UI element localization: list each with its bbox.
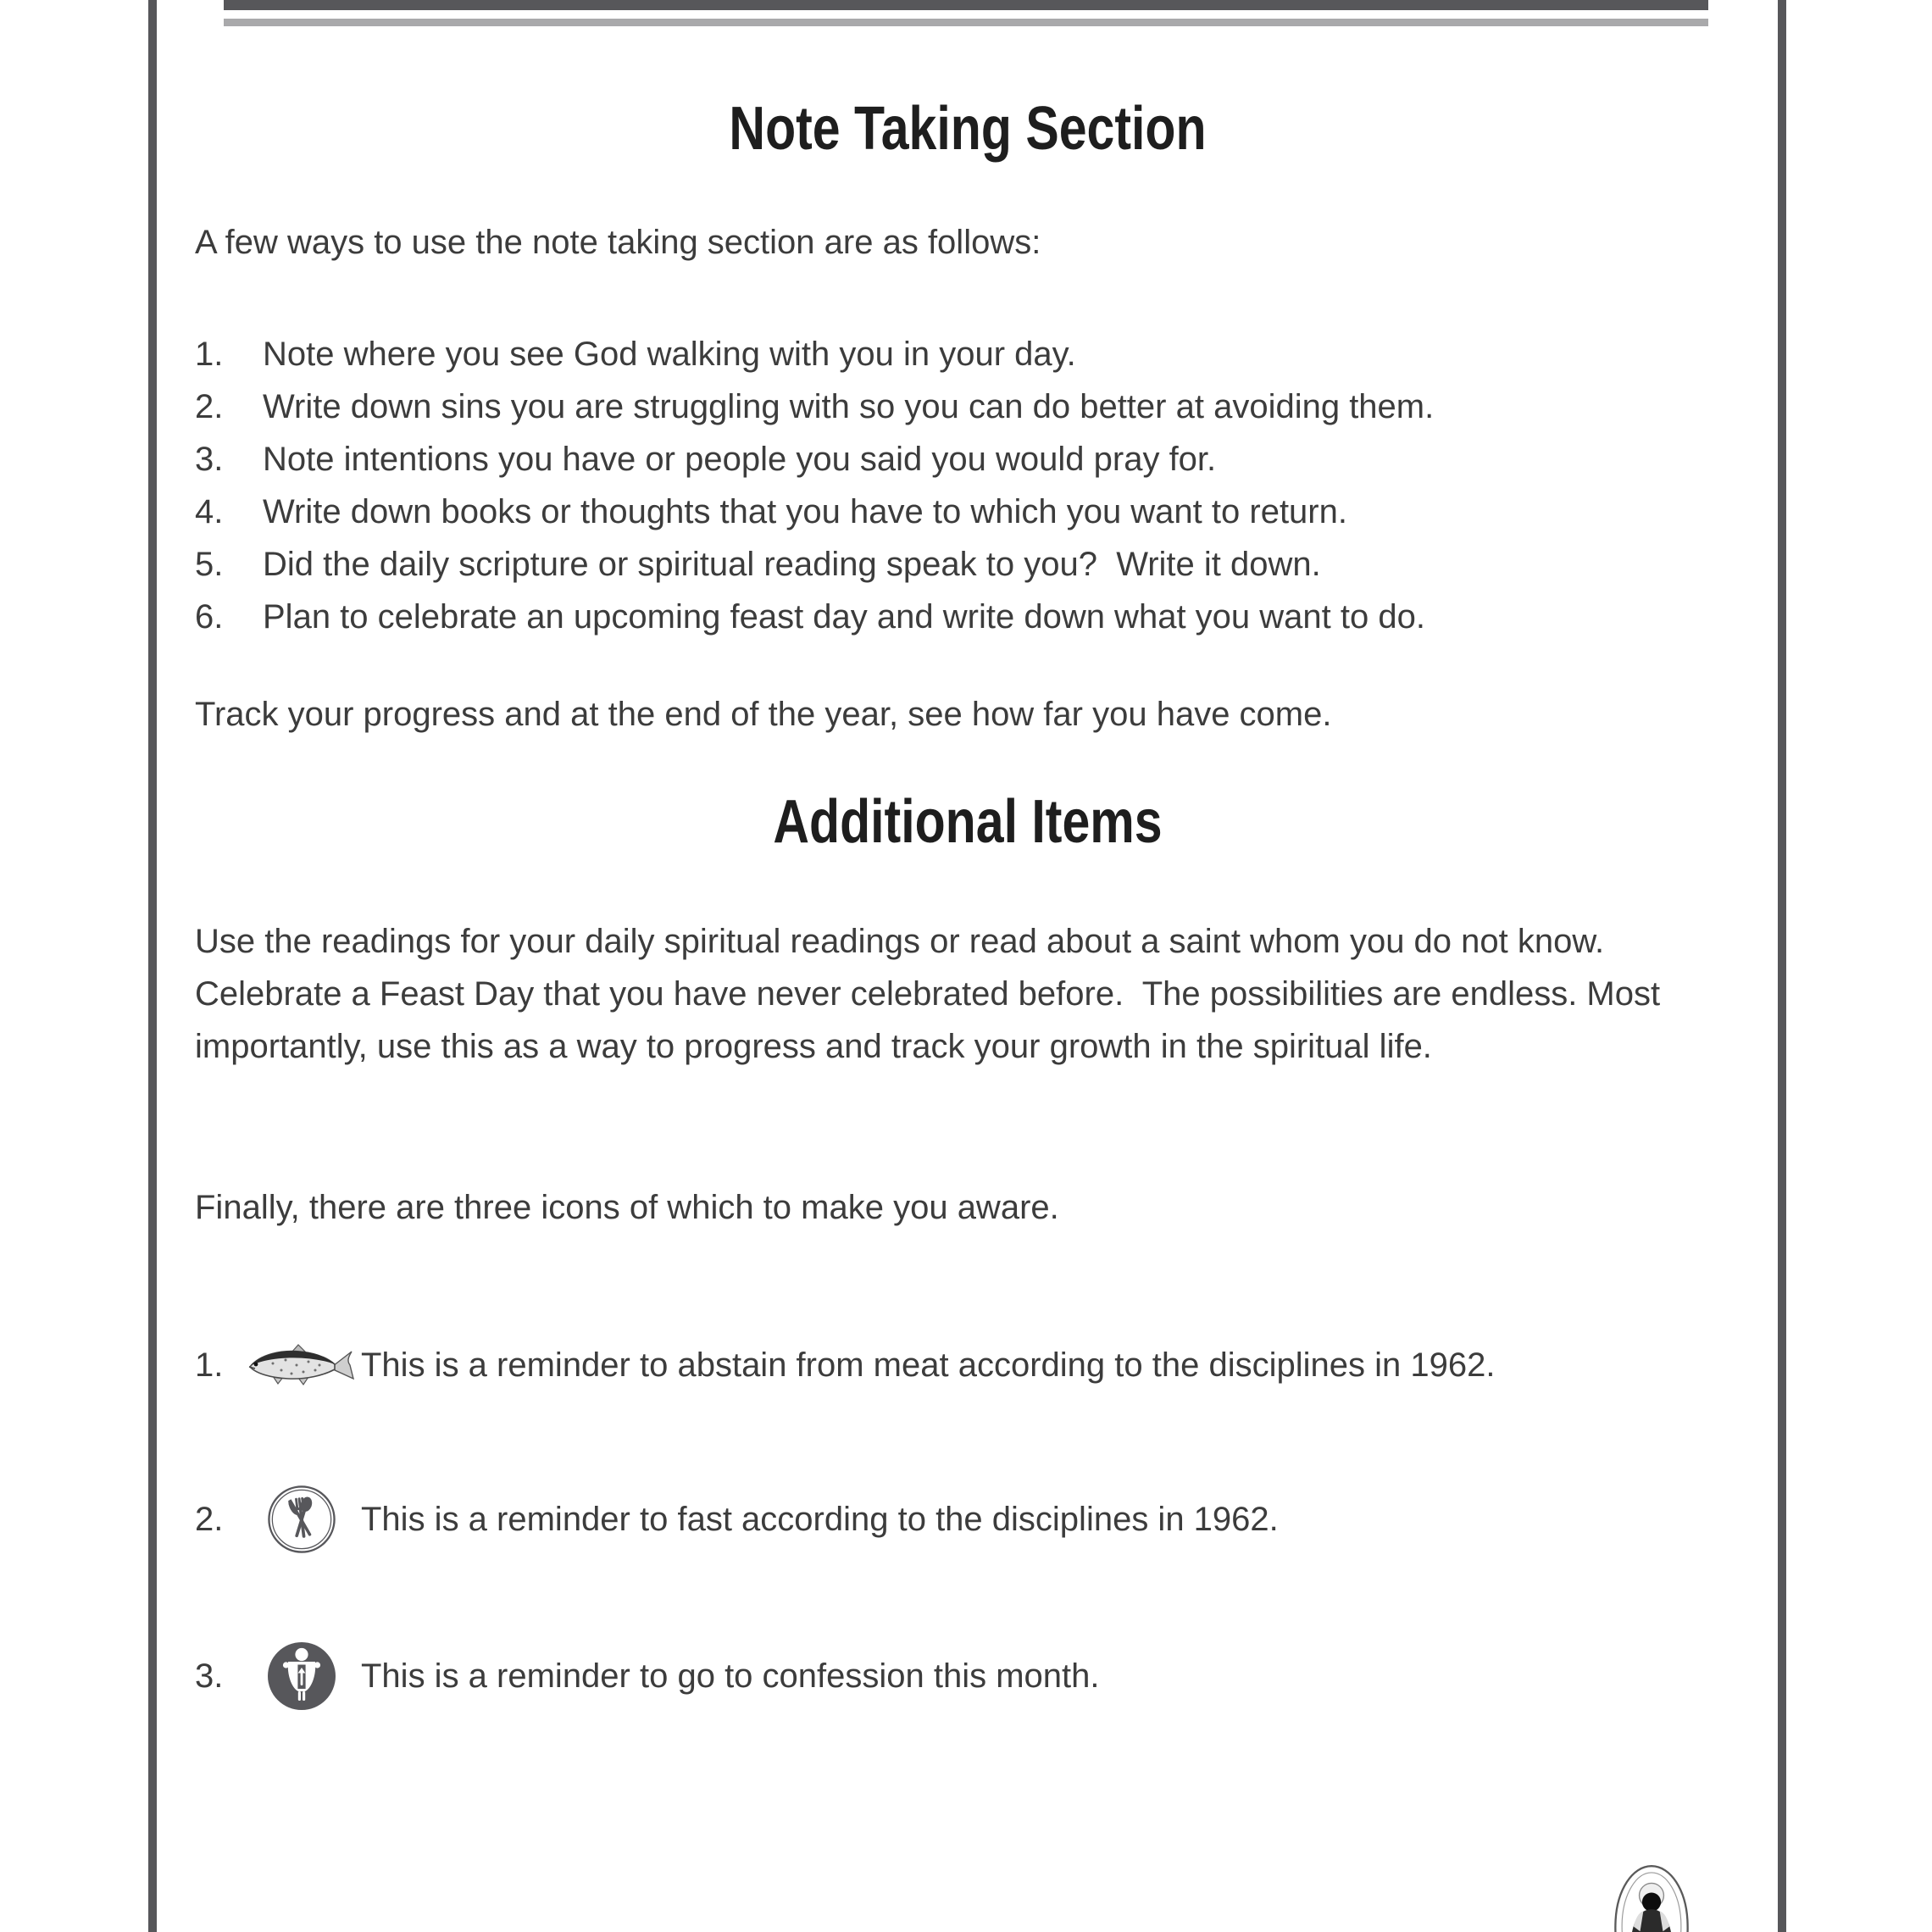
reminder-number: 1. [195, 1346, 224, 1384]
fish-icon [242, 1344, 361, 1386]
list-item [195, 380, 1775, 433]
confession-icon [242, 1641, 361, 1712]
list-item-number: 1. [195, 336, 224, 373]
list-item-text: Plan to celebrate an upcoming feast day and write down what you want to do. [263, 598, 1425, 636]
list-item [195, 591, 1775, 643]
publisher-logo [1607, 1863, 1696, 1932]
list-item-number: 3. [195, 441, 224, 478]
list-item-number: 4. [195, 493, 224, 530]
list-item [195, 433, 1775, 486]
list-item-text: Did the daily scripture or spiritual reading speak to you? Write it down. [263, 546, 1321, 583]
icons-intro-paragraph: Finally, there are three icons of which to make you aware. [195, 1189, 1059, 1226]
intro-paragraph: A few ways to use the note taking section are as follows: [195, 224, 1041, 261]
additional-items-heading: Additional Items [773, 788, 1163, 856]
right-border-line [1778, 0, 1786, 1932]
list-item [195, 328, 1775, 380]
reminder-number: 2. [195, 1500, 224, 1538]
fasting-plate-icon [242, 1485, 361, 1554]
list-item-number: 5. [195, 546, 224, 583]
reminder-number: 3. [195, 1657, 224, 1695]
additional-items-paragraph: Use the readings for your daily spiritual readings or read about a saint whom you do not know. Celebrate a Feast Day that you have never celebrated before. The possibilities are endless. Most importantly, use this as a way to progress and track your growth in the spiritual life. [195, 923, 1670, 1065]
list-item-number: 2. [195, 388, 224, 425]
list-item-text: Write down books or thoughts that you have to which you want to return. [263, 493, 1347, 530]
reminder-row-abstinence [195, 1326, 1775, 1404]
reminder-row-fasting [195, 1480, 1775, 1558]
list-item-text: Note where you see God walking with you in your day. [263, 336, 1076, 373]
list-item [195, 486, 1775, 538]
reminder-text: This is a reminder to abstain from meat according to the disciplines in 1962. [361, 1346, 1496, 1384]
list-item-text: Write down sins you are struggling with so you can do better at avoiding them. [263, 388, 1435, 425]
list-item [195, 538, 1775, 591]
list-item-text: Note intentions you have or people you said you would pray for. [263, 441, 1217, 478]
top-border-bar-light [224, 19, 1708, 26]
reminder-text: This is a reminder to go to confession this month. [361, 1657, 1100, 1695]
left-border-line [148, 0, 157, 1932]
reminder-row-confession [195, 1637, 1775, 1715]
note-uses-list [195, 328, 1775, 643]
track-progress-paragraph: Track your progress and at the end of the year, see how far you have come. [195, 696, 1332, 733]
page-title: Note Taking Section [729, 95, 1207, 163]
reminder-text: This is a reminder to fast according to the disciplines in 1962. [361, 1501, 1279, 1538]
list-item-number: 6. [195, 598, 224, 636]
top-border-bar-dark [224, 0, 1708, 10]
